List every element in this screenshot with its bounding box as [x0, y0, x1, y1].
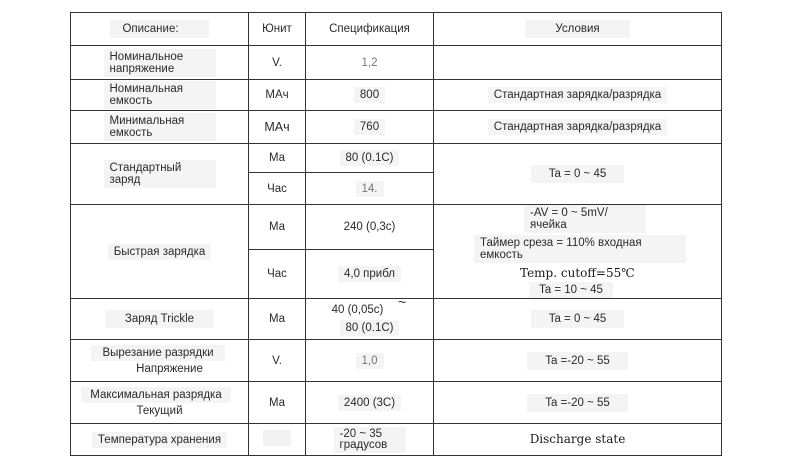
row-label-cell	[71, 340, 249, 382]
spec-cell	[306, 382, 434, 424]
header-description: Описание:	[110, 20, 208, 38]
condition-value: Стандартная зарядка/разрядка	[488, 119, 667, 135]
row-label-cell	[71, 382, 249, 424]
condition-value	[574, 62, 582, 66]
spec-cell	[306, 46, 434, 80]
unit-value: МАч	[264, 120, 290, 134]
row-label-cell	[71, 111, 249, 144]
unit-cell	[249, 144, 306, 173]
specification-table	[70, 12, 722, 456]
table-row	[71, 46, 722, 80]
spec-value: 80 (0.1C)	[340, 320, 400, 336]
table-row	[71, 205, 722, 250]
condition-cell	[434, 205, 722, 299]
condition-line: -AV = 0 ~ 5mV/ ячейка	[524, 205, 646, 233]
unit-value: V.	[272, 56, 282, 69]
spec-value: 240 (0,3с)	[343, 220, 396, 233]
table-header-row	[71, 13, 722, 46]
header-cell-conditions	[434, 13, 722, 46]
table-row	[71, 340, 722, 382]
condition-value: Стандартная зарядка/разрядка	[488, 87, 667, 103]
table-row	[71, 111, 722, 144]
spec-cell	[306, 144, 434, 173]
spec-value: 14.	[356, 181, 384, 197]
header-conditions: Условия	[525, 20, 629, 38]
spec-cell	[306, 340, 434, 382]
row-label: Заряд Trickle	[105, 310, 214, 328]
unit-cell	[249, 111, 306, 144]
spec-value: 40 (0,05с)	[331, 304, 384, 316]
unit-cell	[249, 173, 306, 205]
row-label-cell	[71, 144, 249, 205]
condition-value: Ta = 0 ~ 45	[531, 165, 625, 183]
spec-value: 1,0	[356, 353, 384, 369]
unit-cell	[249, 340, 306, 382]
row-label-cell	[71, 80, 249, 111]
unit-value: Ма	[268, 396, 286, 409]
table-row	[71, 424, 722, 456]
spec-value: 800	[354, 87, 385, 103]
condition-value: Ta =-20 ~ 55	[527, 394, 628, 412]
table-row	[71, 80, 722, 111]
condition-cell	[434, 340, 722, 382]
spec-cell	[306, 205, 434, 250]
unit-cell	[249, 205, 306, 250]
spec-cell	[306, 299, 434, 340]
condition-line: Temp. cutoff=55℃	[520, 266, 635, 280]
condition-cell	[434, 144, 722, 205]
unit-value: Час	[267, 182, 287, 195]
header-cell-description	[71, 13, 249, 46]
row-label: Номинальное напряжение	[104, 49, 216, 77]
unit-cell	[249, 80, 306, 111]
condition-line: Таймер среза = 110% входная емкость	[474, 235, 686, 263]
unit-value: Ма	[268, 313, 286, 325]
spec-cell	[306, 111, 434, 144]
row-label-cell	[71, 424, 249, 456]
table-row	[71, 382, 722, 424]
row-label-cell	[71, 205, 249, 299]
unit-value: Час	[267, 267, 287, 280]
condition-value: Ta =-20 ~ 55	[527, 352, 628, 370]
condition-cell	[434, 424, 722, 456]
unit-cell	[249, 382, 306, 424]
spec-value: 1,2	[361, 56, 378, 69]
unit-value: Ма	[268, 220, 286, 233]
unit-value: V.	[272, 354, 282, 367]
unit-cell	[249, 46, 306, 80]
row-label: Номинальная емкость	[104, 81, 216, 109]
condition-cell	[434, 382, 722, 424]
condition-value: Ta = 0 ~ 45	[531, 310, 625, 328]
spec-value: 80 (0.1C)	[340, 150, 400, 166]
unit-value: МАч	[265, 89, 289, 101]
tilde-symbol: ~	[398, 294, 407, 310]
condition-line: Ta = 10 ~ 45	[529, 282, 613, 298]
header-unit: Юнит	[262, 23, 292, 35]
table-row	[71, 144, 722, 173]
row-label: Напряжение	[136, 362, 203, 375]
row-label: Быстрая зарядка	[108, 244, 212, 260]
spec-cell	[306, 80, 434, 111]
spec-value: 760	[354, 119, 385, 135]
unit-value: Ма	[268, 152, 286, 164]
row-label: Стандартный заряд	[104, 160, 216, 188]
unit-cell	[249, 299, 306, 340]
row-label: Минимальная емкость	[104, 113, 216, 141]
row-label-cell	[71, 299, 249, 340]
spec-cell	[306, 424, 434, 456]
spec-cell	[306, 173, 434, 205]
spec-cell	[306, 249, 434, 298]
condition-cell	[434, 80, 722, 111]
row-label: Вырезание разрядки	[91, 345, 225, 361]
row-label: Температура хранения	[92, 432, 227, 448]
header-cell-spec	[306, 13, 434, 46]
condition-cell	[434, 111, 722, 144]
header-cell-unit	[249, 13, 306, 46]
condition-value: Discharge state	[529, 432, 626, 446]
spec-value: 2400 (3С)	[338, 395, 401, 411]
header-spec: Спецификация	[329, 23, 410, 35]
row-label-cell	[71, 46, 249, 80]
spec-value: -20 ~ 35 градусов	[334, 427, 406, 453]
spec-value: 4,0 прибл	[338, 266, 401, 282]
condition-cell	[434, 299, 722, 340]
row-label: Текущий	[136, 404, 183, 417]
unit-cell	[249, 424, 306, 456]
row-label: Максимальная разрядка	[81, 387, 231, 403]
condition-cell	[434, 46, 722, 80]
table-row	[71, 299, 722, 340]
unit-cell	[249, 249, 306, 298]
unit-value	[263, 430, 291, 446]
